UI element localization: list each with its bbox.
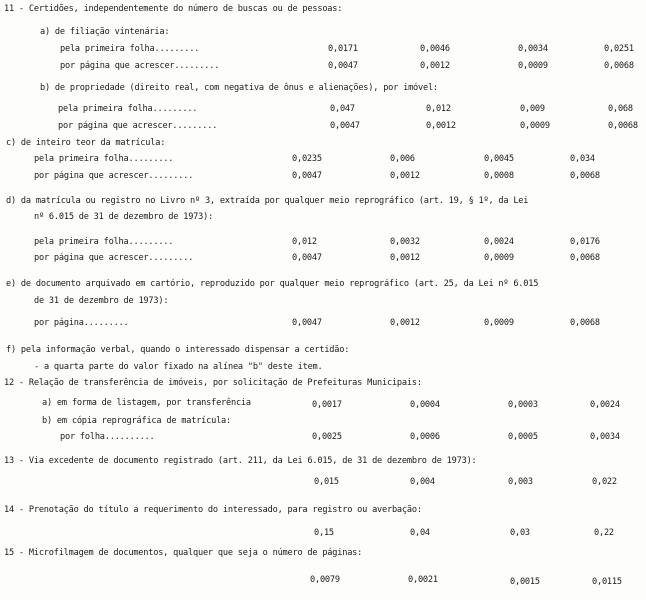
item-12a-title: a) em forma de listagem, por transferência: [42, 398, 251, 408]
item-11a-page-val-1: 0,0047: [328, 61, 358, 71]
item-11b-page-val-3: 0,0009: [520, 121, 550, 131]
item-11d-page-val-3: 0,0009: [484, 253, 514, 263]
item-11e-page-val-3: 0,0009: [484, 318, 514, 328]
item-11a-first-label: pela primeira folha.........: [60, 44, 200, 54]
item-11c-title: c) de inteiro teor da matrícula:: [6, 138, 166, 148]
item-11d-first-val-3: 0,0024: [484, 237, 514, 247]
item-11c-page-label: por página que acrescer.........: [34, 171, 194, 181]
section-14-val-1: 0,15: [314, 528, 334, 538]
section-15-val-3: 0,0015: [510, 577, 540, 587]
section-13-val-3: 0,003: [508, 477, 533, 487]
item-11a-first-val-2: 0,0046: [420, 44, 450, 54]
item-12b-title: b) em cópia reprográfica de matrícula:: [42, 416, 232, 426]
item-11b-page-label: por página que acrescer.........: [58, 121, 218, 131]
section-15-val-2: 0,0021: [408, 575, 438, 585]
item-11c-first-val-2: 0,006: [390, 154, 415, 164]
item-11a-page-val-4: 0,0068: [604, 61, 634, 71]
item-11b-first-val-1: 0,047: [330, 104, 355, 114]
section-13-val-2: 0,004: [410, 477, 435, 487]
item-12a-val-2: 0,0004: [410, 400, 440, 410]
item-11d-first-val-1: 0,012: [292, 237, 317, 247]
item-11a-page-val-3: 0,0009: [518, 61, 548, 71]
section-14-val-2: 0,04: [410, 528, 430, 538]
section-14-val-3: 0,03: [510, 528, 530, 538]
item-11c-first-val-3: 0,0045: [484, 154, 514, 164]
section-15-val-1: 0,0079: [310, 575, 340, 585]
item-11d-page-val-2: 0,0012: [390, 253, 420, 263]
section-13-val-4: 0,022: [592, 477, 617, 487]
item-11c-page-val-1: 0,0047: [292, 171, 322, 181]
item-11b-page-val-4: 0,0068: [608, 121, 638, 131]
item-11b-page-val-2: 0,0012: [426, 121, 456, 131]
item-11e-page-val-1: 0,0047: [292, 318, 322, 328]
item-11e-title-line2: de 31 de dezembro de 1973):: [34, 296, 169, 306]
item-12a-val-3: 0,0003: [508, 400, 538, 410]
item-11b-page-val-1: 0,0047: [330, 121, 360, 131]
section-13-val-1: 0,015: [314, 477, 339, 487]
item-11d-page-label: por página que acrescer.........: [34, 253, 194, 263]
item-11d-page-val-1: 0,0047: [292, 253, 322, 263]
item-11b-first-val-2: 0,012: [426, 104, 451, 114]
item-11c-first-val-4: 0,034: [570, 154, 595, 164]
section-14-val-4: 0,22: [594, 528, 614, 538]
item-11d-first-val-2: 0,0032: [390, 237, 420, 247]
item-11b-first-label: pela primeira folha.........: [58, 104, 198, 114]
item-11d-title-line1: d) da matrícula ou registro no Livro nº 3, extraída por qualquer meio reprográfico (art. 19, § 1º, da Lei: [6, 196, 529, 206]
item-12b-val-1: 0,0025: [312, 432, 342, 442]
section-13-heading: 13 - Via excedente de documento registrado (art. 211, da Lei 6.015, de 31 de dezembro de 1973):: [4, 456, 477, 466]
item-11d-page-val-4: 0,0068: [570, 253, 600, 263]
item-11a-title: a) de filiação vintenária:: [40, 27, 170, 37]
item-11d-first-label: pela primeira folha.........: [34, 237, 174, 247]
item-11a-page-label: por página que acrescer.........: [60, 61, 220, 71]
item-11e-page-label: por página.........: [34, 318, 129, 328]
section-12-heading: 12 - Relação de transferência de imóveis, por solicitação de Prefeituras Municipais:: [4, 378, 422, 388]
item-11f-title: f) pela informação verbal, quando o interessado dispensar a certidão:: [6, 345, 350, 355]
item-11b-first-val-4: 0,068: [608, 104, 633, 114]
item-11e-title-line1: e) de documento arquivado em cartório, reproduzido por qualquer meio reprográfico (art. 25, da Lei nº 6.015: [6, 279, 539, 289]
item-11c-page-val-4: 0,0068: [570, 171, 600, 181]
item-12a-val-1: 0,0017: [312, 400, 342, 410]
item-12b-val-4: 0,0034: [590, 432, 620, 442]
item-11a-first-val-4: 0,0251: [604, 44, 634, 54]
section-15-val-4: 0,0115: [592, 577, 622, 587]
item-12b-val-2: 0,0006: [410, 432, 440, 442]
item-11d-first-val-4: 0,0176: [570, 237, 600, 247]
item-12b-label: por folha..........: [60, 432, 155, 442]
section-14-heading: 14 - Prenotação do título a requerimento do interessado, para registro ou averbação:: [4, 505, 422, 515]
item-11c-first-val-1: 0,0235: [292, 154, 322, 164]
item-12a-val-4: 0,0024: [590, 400, 620, 410]
item-11c-first-label: pela primeira folha.........: [34, 154, 174, 164]
item-11b-title: b) de propriedade (direito real, com negativa de ônus e alienações), por imóvel:: [40, 83, 438, 93]
section-15-heading: 15 - Microfilmagem de documentos, qualquer que seja o número de páginas:: [4, 548, 363, 558]
item-12b-val-3: 0,0005: [508, 432, 538, 442]
item-11d-title-line2: nº 6.015 de 31 de dezembro de 1973):: [34, 212, 214, 222]
item-11f-text: - a quarta parte do valor fixado na alínea "b" deste item.: [34, 362, 323, 372]
item-11a-page-val-2: 0,0012: [420, 61, 450, 71]
item-11e-page-val-4: 0,0068: [570, 318, 600, 328]
item-11a-first-val-3: 0,0034: [518, 44, 548, 54]
item-11e-page-val-2: 0,0012: [390, 318, 420, 328]
section-11-heading: 11 - Certidões, independentemente do número de buscas ou de pessoas:: [4, 4, 343, 14]
item-11c-page-val-3: 0,0008: [484, 171, 514, 181]
item-11b-first-val-3: 0,009: [520, 104, 545, 114]
item-11a-first-val-1: 0,0171: [328, 44, 358, 54]
item-11c-page-val-2: 0,0012: [390, 171, 420, 181]
